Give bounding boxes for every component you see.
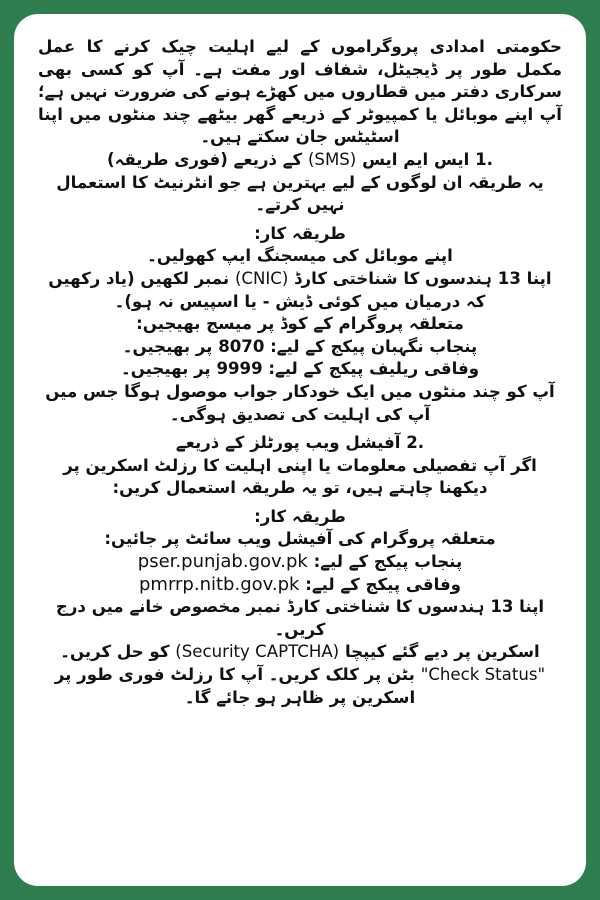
punjab-portal-url[interactable]: pser.punjab.gov.pk: [137, 551, 308, 573]
section2-step1: متعلقہ پروگرام کی آفیشل ویب سائٹ پر جائیں:: [104, 529, 496, 549]
section2-step3-post: کو حل کریں۔: [60, 642, 170, 662]
check-status-label: "Check Status": [420, 665, 546, 685]
section2-step4-post: بٹن پر کلک کریں۔ آپ کا رزلٹ فوری طور پر اسکرین پر ظاہر ہو جائے گا۔: [54, 665, 416, 707]
section1-step2-pre: اپنا 13 ہندسوں کا شناختی کارڈ: [294, 268, 552, 288]
punjab-sms-pre: پنجاب نگہبان پیکج کے لیے:: [270, 336, 478, 356]
section2-description: اگر آپ تفصیلی معلومات یا اپنی اہلیت کا رزلٹ اسکرین پر دیکھنا چاہتے ہیں، تو یہ طریقہ استعمال کریں:: [63, 455, 537, 498]
section2-step3: [38, 641, 562, 664]
section1-description: یہ طریقہ ان لوگوں کے لیے بہترین ہے جو انٹرنیٹ کا استعمال نہیں کرتے۔: [56, 172, 544, 215]
section1-result: آپ کو چند منٹوں میں ایک خودکار جواب موصول ہوگا جس میں آپ کی اہلیت کی تصدیق ہوگی۔: [45, 381, 555, 424]
article-body: [38, 36, 562, 709]
section1-title-code: (SMS): [307, 149, 357, 169]
content-card: [14, 14, 586, 886]
federal-sms-code: 9999: [216, 359, 263, 379]
section2-step3-pre: اسکرین پر دیے گئے کیپچا: [344, 642, 540, 662]
section2-step4: [38, 664, 562, 709]
section1-title-post: کے ذریعے (فوری طریقہ): [107, 149, 303, 169]
section1-step3: متعلقہ پروگرام کے کوڈ پر میسج بھیجیں:: [136, 314, 464, 334]
punjab-sms-post: پر بھیجیں۔: [122, 336, 213, 356]
section2-heading: [38, 432, 562, 455]
federal-portal-line: [38, 574, 562, 597]
cnic-code: (CNIC): [234, 268, 289, 288]
federal-sms-post: پر بھیجیں۔: [120, 359, 211, 379]
section2-title: آفیشل ویب پورٹلز کے ذریعے: [175, 433, 401, 453]
section1-number: 1.: [475, 149, 493, 169]
federal-portal-label: وفاقی پیکج کے لیے:: [305, 574, 461, 594]
federal-portal-url[interactable]: pmrrp.nitb.gov.pk: [138, 573, 300, 595]
section1-step1: اپنے موبائل کی میسجنگ ایپ کھولیں۔: [147, 246, 453, 266]
federal-sms-pre: وفاقی ریلیف پیکج کے لیے:: [268, 359, 480, 379]
section1-step2: [38, 268, 562, 313]
punjab-sms-line: [38, 336, 562, 359]
punjab-sms-code: 8070: [218, 336, 265, 356]
section1-title-pre: ایس ایم ایس: [362, 149, 470, 169]
section1-method-heading: طریقہ کار:: [254, 223, 346, 243]
section2-method-heading: طریقہ کار:: [254, 506, 346, 526]
intro-paragraph: حکومتی امدادی پروگراموں کے لیے اہلیت چیک کرنے کا عمل مکمل طور پر ڈیجیٹل، شفاف اور مفت ہے۔ آپ کو کسی بھی سرکاری دفتر میں قطاروں میں کھڑے ہونے کی ضرورت نہیں ہے؛ آپ اپنے موبائل یا کمپیوٹر کے ذریعے گھر بیٹھے چند منٹوں میں اپنا اسٹیٹس جان سکتے ہیں۔: [38, 37, 562, 147]
section2-number: 2.: [406, 433, 425, 453]
section2-step2: اپنا 13 ہندسوں کا شناختی کارڈ نمبر مخصوص خانے میں درج کریں۔: [55, 597, 545, 639]
section1-heading: [38, 149, 562, 172]
punjab-portal-line: [38, 551, 562, 574]
section1-step2-post: نمبر لکھیں (یاد رکھیں کہ درمیان میں کوئی ڈیش - یا اسپیس نہ ہو)۔: [48, 268, 486, 311]
federal-sms-line: [38, 358, 562, 381]
captcha-label: (Security CAPTCHA): [175, 642, 340, 662]
punjab-portal-label: پنجاب پیکج کے لیے:: [313, 552, 463, 572]
